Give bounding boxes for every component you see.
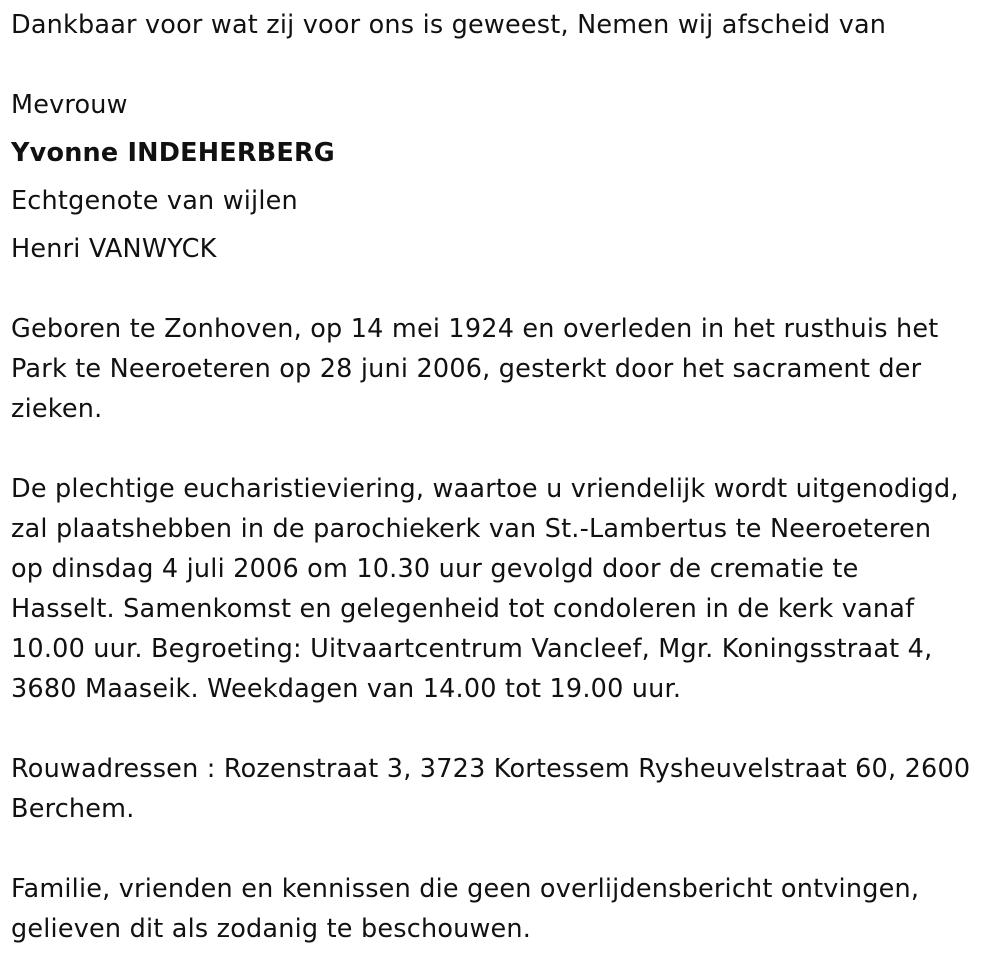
service-paragraph xyxy=(11,469,959,709)
paragraph-line: gelieven dit als zodanig te beschouwen. xyxy=(11,914,532,944)
birth-death-paragraph xyxy=(11,309,938,429)
paragraph-line: Familie, vrienden en kennissen die geen overlijdensbericht ontvingen, xyxy=(11,874,920,904)
paragraph-line: Geboren te Zonhoven, op 14 mei 1924 en overleden in het rusthuis het xyxy=(11,314,939,344)
paragraph-line: Park te Neeroeteren op 28 juni 2006, gesterkt door het sacrament der xyxy=(11,354,922,384)
paragraph-line: Berchem. xyxy=(11,794,135,824)
paragraph-line: op dinsdag 4 juli 2006 om 10.30 uur gevolgd door de crematie te xyxy=(11,554,859,584)
paragraph-line: 3680 Maaseik. Weekdagen van 14.00 tot 19.00 uur. xyxy=(11,674,682,704)
paragraph-line: Hasselt. Samenkomst en gelegenheid tot condoleren in de kerk vanaf xyxy=(11,594,915,624)
mourning-addresses xyxy=(11,749,970,829)
paragraph-line: Rouwadressen : Rozenstraat 3, 3723 Kortessem Rysheuvelstraat 60, 2600 xyxy=(11,754,971,784)
paragraph-line: 10.00 uur. Begroeting: Uitvaartcentrum Vancleef, Mgr. Koningsstraat 4, xyxy=(11,634,933,664)
spouse-name: Henri VANWYCK xyxy=(11,234,217,264)
spouse-label: Echtgenote van wijlen xyxy=(11,186,298,216)
salutation: Mevrouw xyxy=(11,90,128,120)
paragraph-line: De plechtige eucharistieviering, waartoe u vriendelijk wordt uitgenodigd, xyxy=(11,474,959,504)
paragraph-line: zal plaatshebben in de parochiekerk van St.-Lambertus te Neeroeteren xyxy=(11,514,932,544)
intro-text: Dankbaar voor wat zij voor ons is geweest, Nemen wij afscheid van xyxy=(11,10,887,40)
family-note xyxy=(11,869,919,949)
deceased-name: Yvonne INDEHERBERG xyxy=(11,138,335,168)
paragraph-line: zieken. xyxy=(11,394,103,424)
